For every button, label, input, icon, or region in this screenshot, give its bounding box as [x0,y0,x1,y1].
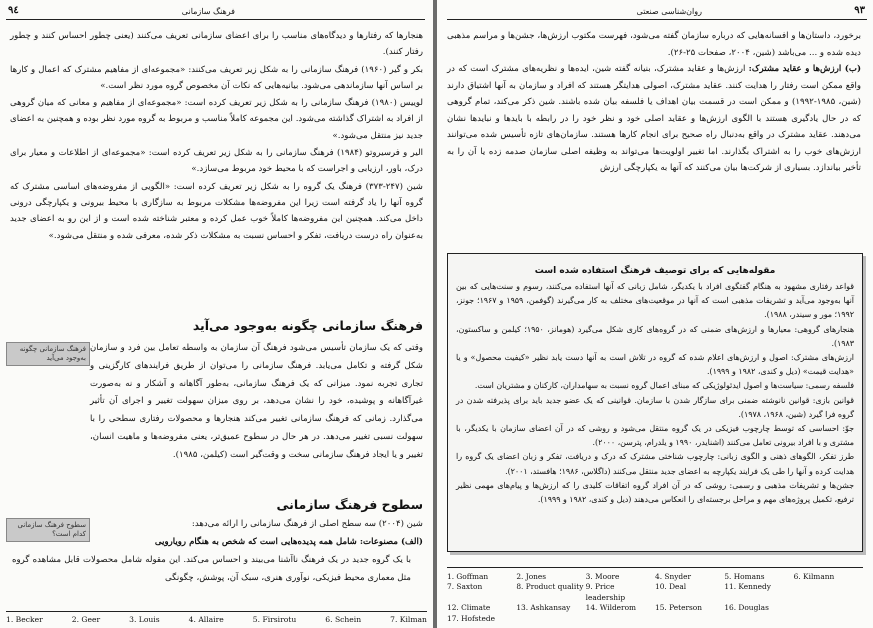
left-page-header [6,4,425,20]
values-paragraph [447,61,861,177]
footnote: 1. Goffman [447,571,489,581]
footnote: 5. Firsirotu [252,615,297,624]
left-intro-text [10,28,423,245]
footnote: 6. Kilmann [793,571,835,581]
footnote: 1. Becker [6,615,43,624]
box-item: ارزش‌های مشترک: اصول و ارزش‌های اعلام شده که گروه در تلاش است به آنها دست یابد نظیر «کیفیت محصول» و یا «هدایت قیمت» (دیل و کندی، ۱۹۸۲ و ۱۹۹۹). [456,353,854,377]
section-origin-text: وقتی که یک سازمان تأسیس می‌شود فرهنگ آن سازمان به واسطه تعامل بین فرد و سازمان شکل گرفته و تکامل می‌یابد. فرهنگ سازمانی را می‌توان از طریق فرایندهای کارگزینی و تجاری تجربه نمود. میزانی که یک فرهنگ سازمانی، به‌طور آگاهانه و آشکار و نه به‌صورت غیرآگاهانه و پوشیده، خود را نشان می‌دهد، بر روی میزان سهولت تغییر و اجرای آن تأثیر می‌گذارد. زمانی که فرهنگ سازمانی تغییر می‌کند هنجارها و محصولات رفتاری سطحی را با سهولت نسبی تغییر می‌دهد. در هر حال در سطوح عمیق‌تر، یعنی مفروضه‌ها و ماهیت انسان، تغییر و یا ایجاد فرهنگ سازمانی سخت و وقت‌گیر است (کیلمن، ۱۹۸۵). [90,343,423,460]
box-item: فلسفه رسمی: سیاست‌ها و اصول ایدئولوژیکی که مبنای اعمال گروه نسبت به سهامداران، کارکنان و مشتریان است. [474,381,854,391]
footnote: 7. Saxton [447,582,483,592]
paragraph: الیر و فرسیروتو (۱۹۸۴) فرهنگ سازمانی را به شکل زیر تعریف کرده است: «مجموعه‌ای از اطلاعات و معیار برای درک، باور، ارزیابی و اجراست که با محیط خود مربوط می‌سازد.» [10,148,423,175]
box-item: قوانین بازی: قوانین نانوشته ضمنی برای سازگار شدن با سازمان. قوانینی که یک عضو جدید باید برای پذیرفته شدن در گروه فرا گیرد (شین، ۱۹۶۸، ۱۹۷۸). [456,395,854,419]
paragraph: هنجارها که رفتارها و دیدگاه‌های مناسب را برای اعضای سازمانی تعریف می‌کنند (یعنی چطور احساس کنند و چطور رفتار کنند). [10,31,423,58]
footnote: 5. Homans [724,571,765,581]
footnote: 2. Jones [516,571,547,581]
paragraph: شین (۲۴۷-۳۷۳) فرهنگ یک گروه را به شکل زیر تعریف کرده است: «الگویی از مفروضه‌های اساسی مشترک که گروه آنها را یاد گرفته است زیرا این مفروضه‌ها مشکلات مربوط به سازگاری با محیط بیرونی و یکپارچگی درونی داخل می‌کند. همچنین این مفروضه‌ها کاملاً خوب عمل کرده و معتبر شناخته شده است و از این رو به اعضای جدید به‌عنوان راه درست دریافت، تفکر و احساس نسبت به مشکلات ذکر شده، معرفی شده و منتقل می‌شود.» [10,181,424,241]
footnote: 16. Douglas [724,603,769,613]
values-text: ارزش‌ها و عقاید مشترک، بنیانه گفته شین، ایده‌ها و نظریه‌های مشترک است که در واقع ممکن است رفتار را هدایت کنند. عقاید مشترک، اصولی هدایتگر هستند که افراد و سازمان به آنها اشتیاق دارند (شین، ۱۹۸۵-۱۹۹۲) و ممکن است در قسمت بیان اهداف یا فلسفه بیان شده باشند. شین ذکر می‌کند، تمام گروهی که در حال یادگیری هستند با الگوی ارزش‌ها و عقاید اصلی خود و نظر خود را در رابطه با بایدها و نبایدها نشان می‌دهند. عقاید مشترک در واقع به‌دنبال راه صحیح برای انجام کارها هستند. سازمان‌های تازه تأسیس شده می‌توانند ارزش‌های خوب را به اشتراک بگذارند. اما تغییر اولویت‌ها می‌تواند به وظیفه اصلی سازمان صدمه زده یا آن را به تأخیر بیاندازد. بسیاری از شرکت‌ها بیان می‌کنند که آنها به یکپارچگی ارزش [447,64,862,173]
footnote: 15. Peterson [655,603,702,613]
footnote: 10. Deal [655,582,687,592]
footnote: 14. Wilderom [585,603,637,613]
box-item: طرز تفکر، الگوهای ذهنی و الگوی زبانی: چارچوب شناختی مشترک که درک و دریافت، تفکر و زبان اعضای یک گروه را هدایت کرده و آنها را طی یک فرایند یکپارچه به اعضای جدید منتقل می‌کنند (داگلاس، ۱۹۸۶؛ هافستد، ۲۰۰۱). [456,452,854,476]
artifacts-text: با یک گروه جدید در یک فرهنگ ناآشنا می‌بیند و احساس می‌کند. این مقوله شامل محصولات قابل مشاهده گروه مثل معماری محیط فیزیکی، نوآوری هنری، سبک آن، پوشش، چگونگی [12,555,411,583]
right-running-head: روان‌شناسی صنعتی [636,7,702,16]
section-heading-levels: سطوح فرهنگ سازمانی [276,497,423,512]
right-footnotes [447,567,863,624]
footnote: 4. Allaire [188,615,224,624]
artifacts-label: (الف) مصنوعات: شامل همه پدیده‌هایی است که شخص به هنگام رویارویی [154,537,423,547]
footnote: 4. Snyder [655,571,692,581]
footnote: 2. Geer [71,615,101,624]
paragraph: بکر و گیر (۱۹۶۰) فرهنگ سازمانی را به شکل زیر تعریف می‌کنند: «مجموعه‌ای از مفاهیم مشترک که اعمال و کارها بر اساس آنها سازماندهی می‌شود. بیانیه‌هایی که نکات آن مخصوص گروه مورد نظر است.» [10,64,423,91]
footnote: 8. Product quality [516,582,584,592]
paragraph: برخورد، داستان‌ها و افسانه‌هایی که درباره سازمان گفته می‌شود، فهرست مکتوب ارزش‌ها، جشن‌ها و مراسم مذهبی دیده شده و ... می‌باشد (شین، ۲۰۰۴، صفحات ۲۵-۲۶). [447,31,861,58]
box-title: مقوله‌هایی که برای توصیف فرهنگ استفاده شده است [534,266,776,276]
left-page-number: ٩٤ [8,5,19,16]
box-item: جشن‌ها و تشریفات مذهبی و رسمی: روشی که در آن افراد گروه اتفاقات کلیدی را که ارزش‌ها و پیام‌های مهمی نظیر ترفیع، تکمیل پروژه‌های مهم و مراحل برجسته‌ای را انعکاس می‌دهند (دیل و کندی، ۱۹۸۲ و ۱۹۹۹). [456,480,854,505]
left-running-head: فرهنگ سازمانی [181,7,235,16]
margin-note-levels: سطوح فرهنگ سازمانی کدام است؟ [6,518,90,542]
footnote: 3. Moore [585,571,620,581]
footnote [794,582,863,603]
box-body [456,280,854,507]
footnote: 12. Climate [447,603,491,613]
section-heading-origin: فرهنگ سازمانی چگونه به‌وجود می‌آید [192,318,423,333]
footnote: 13. Ashkansay [516,603,571,613]
left-page [0,0,433,628]
footnote: 7. Kilman [390,615,427,624]
values-label: (ب) ارزش‌ها و عقاید مشترک: [748,64,862,74]
right-page-header [447,4,867,20]
footnote: 11. Kennedy [724,582,771,592]
right-page [437,0,873,628]
culture-categories-box [447,253,863,552]
paragraph: لوییس (۱۹۸۰) فرهنگ سازمانی را به شکل زیر تعریف کرده است: «مجموعه‌ای از مفاهیم و معانی که میان گروهی از افراد به اشتراک گذاشته می‌شود. این مجموعه کاملاً مناسب و مربوط به گروه مورد نظر بوده و همچنین به اعضای جدید نیز منتقل می‌شود.» [10,98,423,141]
right-body-text [447,28,861,177]
left-footnotes [6,611,427,624]
footnote: 3. Louis [129,615,160,624]
footnote: 17. Hofstede [447,613,495,623]
section-levels-intro: شین (۲۰۰۴) سه سطح اصلی از فرهنگ سازمانی را ارائه می‌دهد: [191,519,423,529]
box-item: جوّ: احساسی که توسط چارچوب فیزیکی در یک گروه منتقل می‌شود و روشی که در آن اعضای سازمان با یکدیگر، با مشتری و با افراد بیرونی تعامل می‌کنند (اشنایدر، ۱۹۹۰ و یلدرام، پترسن، ۲۰۰۰). [456,424,854,448]
footnote [794,603,863,613]
right-page-number: ٩٣ [854,5,865,16]
margin-note-origin: فرهنگ سازمانی چگونه به‌وجود می‌آید [6,342,90,366]
footnote: 6. Schein [325,615,362,624]
box-item: قواعد رفتاری مشهود به هنگام گفتگوی افراد با یکدیگر، شامل زبانی که آنها استفاده می‌کنند، رسوم و سنت‌هایی که بین آنها به‌وجود می‌آید و تشریفات مذهبی است که آنها در موقعیت‌های مختلف به کار می‌گیرند (گوفمن، ۱۹۵۹ و ۱۹۶۷؛ جونز، ۱۹۹۲؛ مور و سیندر، ۱۹۸۸). [456,282,854,320]
box-item: هنجارهای گروهی: معیارها و ارزش‌های ضمنی که در گروه‌های کاری شکل می‌گیرد (هومانز، ۱۹۵۰؛ کیلمن و ساکستون، ۱۹۸۳). [456,324,854,348]
footnote: 9. Price leadership [585,582,626,602]
